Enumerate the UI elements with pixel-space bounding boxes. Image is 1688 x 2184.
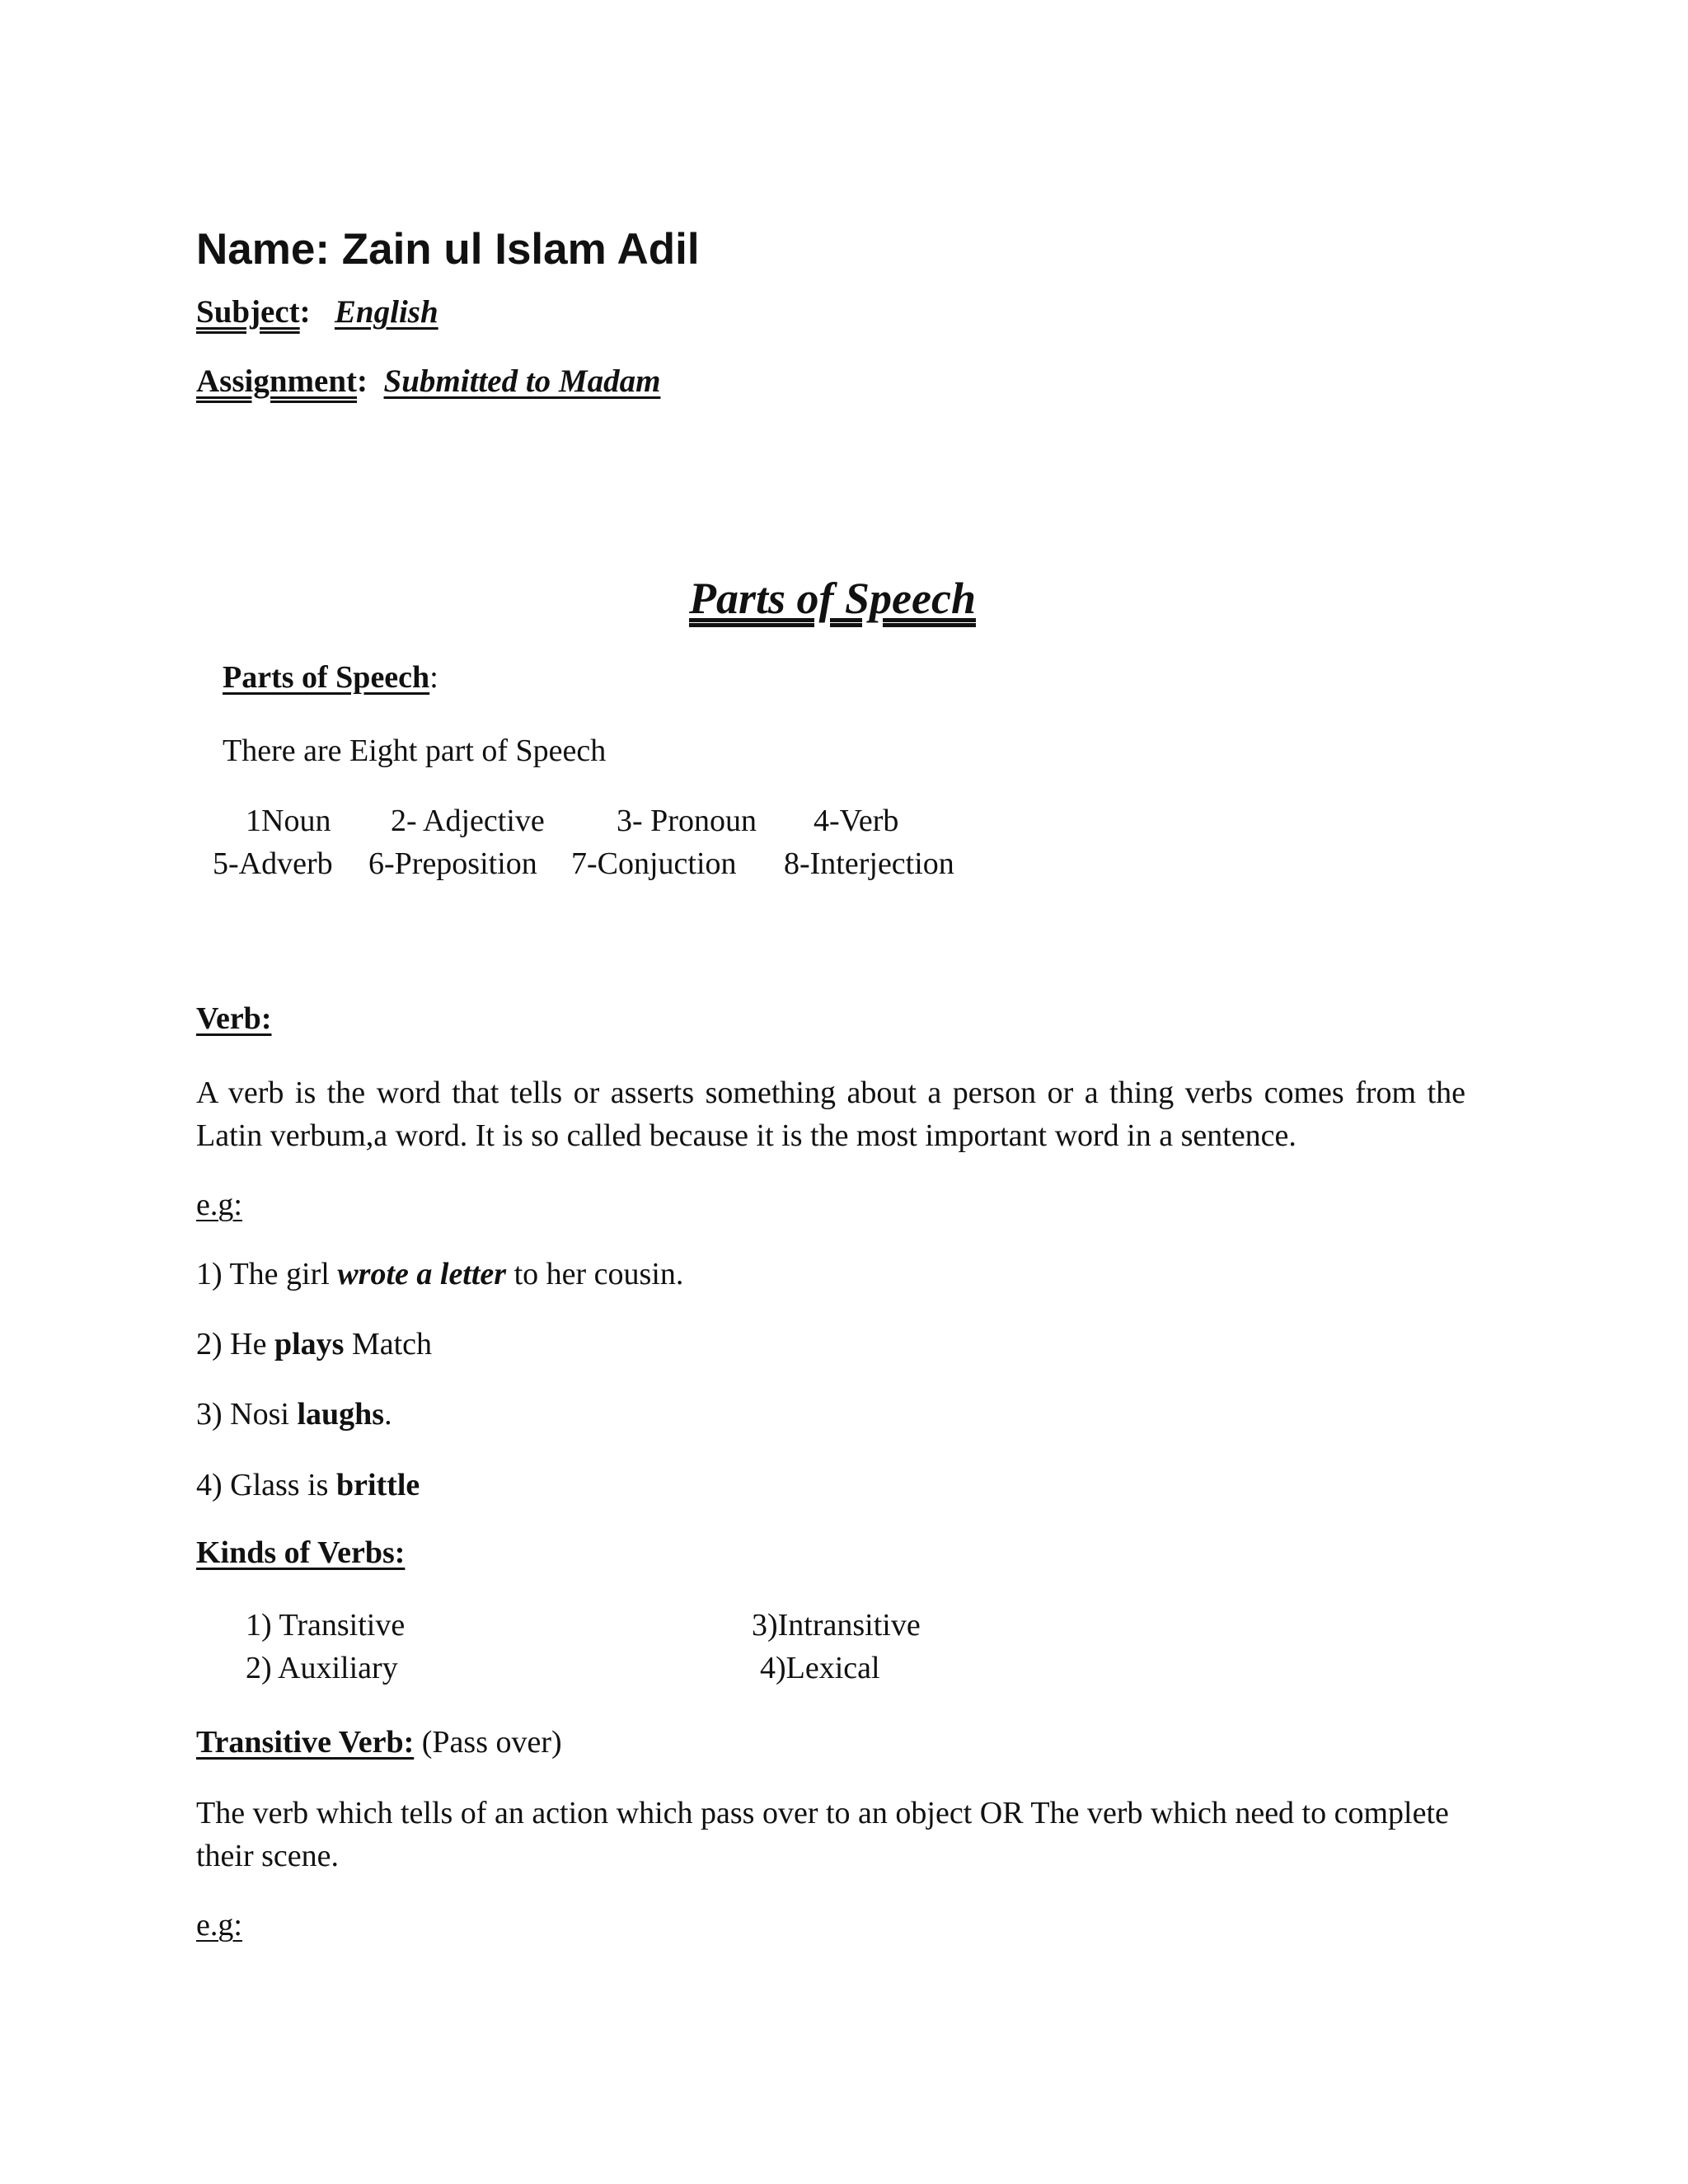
transitive-verb-heading-text: Transitive Verb: — [196, 1725, 415, 1760]
pos-item: 6-Preposition — [368, 846, 537, 881]
transitive-verb-definition: The verb which tells of an action which pass over to an object OR The verb which need to complete their scene. — [196, 1796, 1449, 1873]
assignment-value: Submitted to Madam — [383, 363, 661, 399]
verb-example-emphasis: laughs — [297, 1397, 385, 1432]
parts-of-speech-subheading-text: Parts of Speech — [223, 660, 430, 695]
verb-example-3: 3) Nosi laughs. — [196, 1397, 392, 1432]
transitive-verb-heading — [196, 1721, 562, 1764]
subject-colon: : — [299, 294, 311, 330]
subject-line — [196, 293, 438, 330]
verb-definition: A verb is the word that tells or asserts something about a person or a thing verbs comes from the Latin verbum,a word. It is so called because it is the most important word in a sentence. — [196, 1076, 1465, 1153]
subject-label: Subject — [196, 294, 300, 330]
kinds-of-verbs-heading — [196, 1535, 405, 1571]
parts-of-speech-intro: There are Eight part of Speech — [223, 733, 607, 768]
transitive-verb-note: (Pass over) — [414, 1725, 562, 1760]
pos-item: 8-Interjection — [784, 846, 954, 881]
kind-item: 1) Transitive — [246, 1608, 406, 1643]
parts-of-speech-subheading: Parts of Speech: — [223, 660, 438, 695]
verb-example-2: 2) He plays Match — [196, 1327, 433, 1361]
verb-example-4: 4) Glass is brittle — [196, 1468, 420, 1502]
example-label-text: e.g: — [196, 1188, 242, 1222]
pos-item: 2- Adjective — [391, 804, 545, 838]
kind-item: 2) Auxiliary — [246, 1651, 398, 1685]
pos-item: 7-Conjuction — [571, 846, 737, 881]
verb-heading — [196, 1001, 271, 1037]
pos-item: 1Noun — [246, 804, 331, 838]
assignment-label: Assignment — [196, 363, 358, 399]
assignment-colon: : — [357, 363, 368, 399]
example-label-text: e.g: — [196, 1908, 242, 1943]
subject-value: English — [334, 294, 438, 330]
kind-item: 3)Intransitive — [752, 1608, 921, 1643]
verb-example-emphasis: plays — [274, 1327, 345, 1361]
student-name-heading: Name: Zain ul Islam Adil — [196, 225, 700, 274]
pos-item: 4-Verb — [814, 804, 899, 838]
verb-heading-text: Verb: — [196, 1001, 272, 1036]
pos-item: 5-Adverb — [213, 846, 333, 881]
example-label — [196, 1183, 242, 1226]
verb-example-1: 1) The girl wrote a letter to her cousin. — [196, 1257, 684, 1291]
pos-item: 3- Pronoun — [617, 804, 757, 838]
verb-example-emphasis: brittle — [335, 1468, 420, 1502]
kinds-of-verbs-heading-text: Kinds of Verbs: — [196, 1535, 406, 1570]
page-title-text: Parts of Speech — [689, 574, 976, 623]
kind-item: 4)Lexical — [760, 1651, 880, 1685]
verb-example-emphasis: wrote a letter — [337, 1257, 507, 1291]
example-label — [196, 1904, 242, 1947]
assignment-line — [196, 363, 660, 400]
page-title — [0, 573, 1665, 624]
